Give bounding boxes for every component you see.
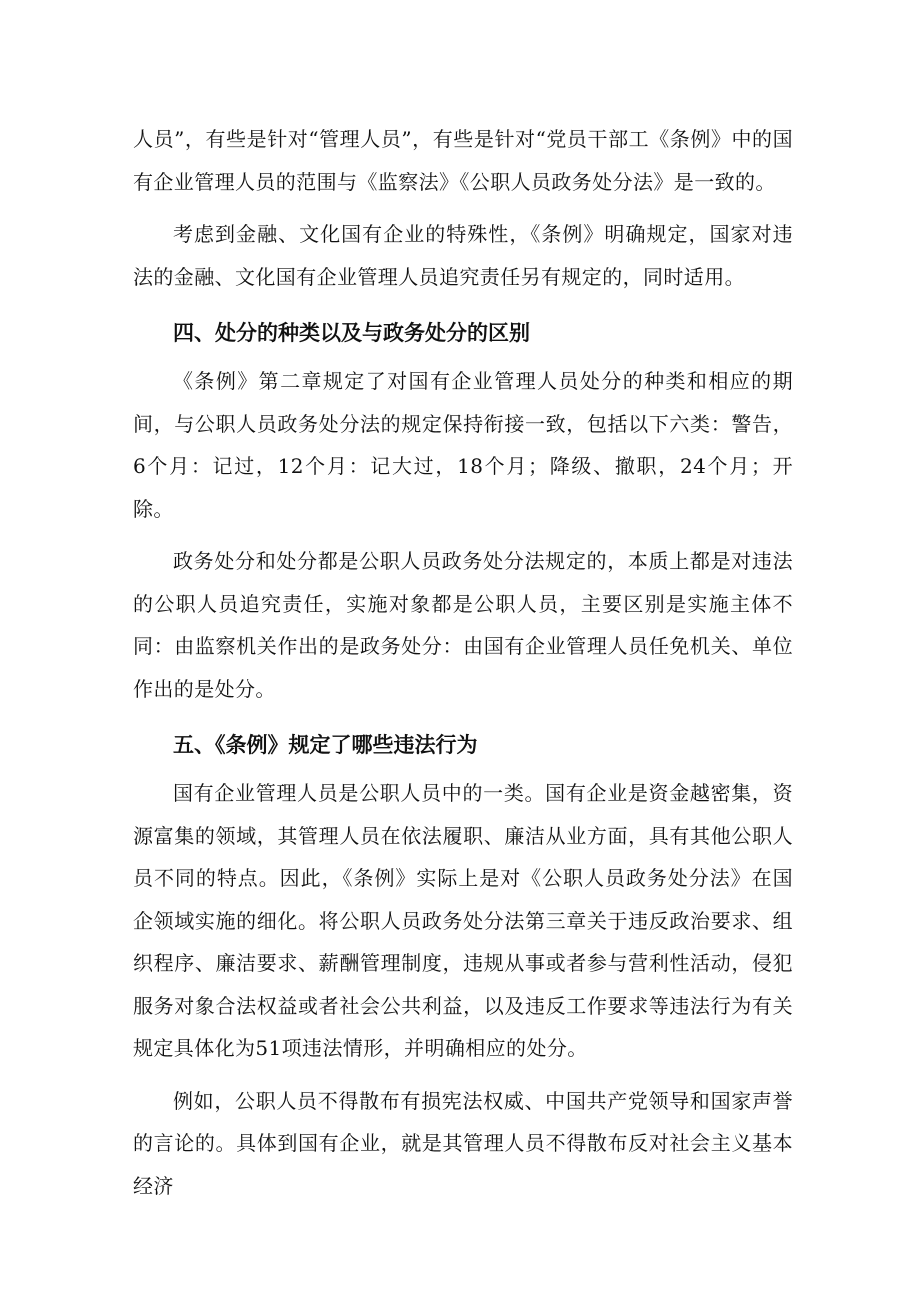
paragraph-violations-overview: 国有企业管理人员是公职人员中的一类。国有企业是资金越密集，资源富集的领域，其管理人员在依法履职、廉洁从业方面，具有其他公职人员不同的特点。因此，《条例》实际上是对《公职人员政务处分法》在国企领域实施的细化。将公职人员政务处分法第三章关于违反政治要求、组织程序、廉洁要求、薪酬管理制度，违规从事或者参与营利性活动，侵犯服务对象合法权益或者社会公共利益，以及违反工作要求等违法行为有关规定具体化为51项违法情形，并明确相应的处分。	[133, 781, 793, 1060]
paragraph-finance-culture-exception: 考虑到金融、文化国有企业的特殊性，《条例》明确规定，国家对违法的金融、文化国有企业管理人员追究责任另有规定的，同时适用。	[133, 222, 793, 289]
section-heading-penalty-types: 四、处分的种类以及与政务处分的区别	[173, 321, 530, 345]
document-body	[133, 118, 793, 1217]
paragraph-penalty-vs-administrative: 政务处分和处分都是公职人员政务处分法规定的，本质上都是对违法的公职人员追究责任，实施对象都是公职人员，主要区别是实施主体不同：由监察机关作出的是政务处分：由国有企业管理人员任免机关、单位作出的是处分。	[133, 549, 793, 701]
paragraph-violations-example: 例如，公职人员不得散布有损宪法权威、中国共产党领导和国家声誉的言论的。具体到国有企业，就是其管理人员不得散布反对社会主义基本经济	[133, 1088, 793, 1198]
paragraph-scope-continuation: 人员”，有些是针对“管理人员”，有些是针对“党员干部工《条例》中的国有企业管理人员的范围与《监察法》《公职人员政务处分法》是一致的。	[133, 127, 793, 194]
paragraph-penalty-categories: 《条例》第二章规定了对国有企业管理人员处分的种类和相应的期间，与公职人员政务处分法的规定保持衔接一致，包括以下六类：警告，6个月：记过，12个月：记大过，18个月；降级、撤职，24个月；开除。	[133, 369, 793, 521]
section-heading-violations: 五、《条例》规定了哪些违法行为	[173, 733, 478, 757]
